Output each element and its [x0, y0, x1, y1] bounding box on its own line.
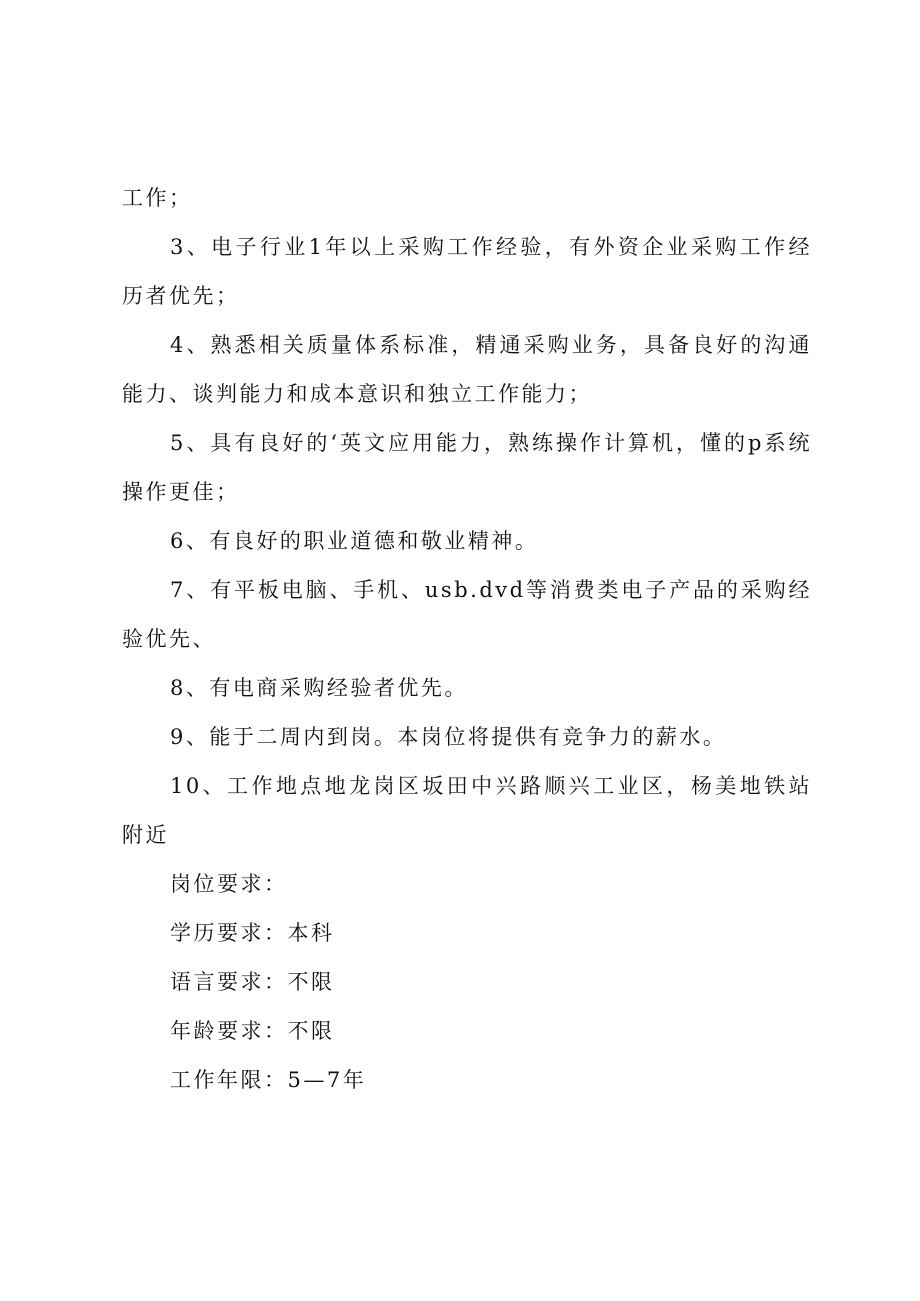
requirements-heading: 岗位要求： [170, 872, 288, 896]
requirement-age: 年龄要求：不限 [170, 1019, 335, 1043]
paragraph-item-7: 7、有平板电脑、手机、usb.dvd等消费类电子产品的采购经验优先、 [122, 578, 812, 651]
paragraph-continuation: 工作； [122, 186, 193, 210]
requirement-experience: 工作年限：5—7年 [170, 1068, 367, 1092]
paragraph-item-10: 10、工作地点地龙岗区坂田中兴路顺兴工业区，杨美地铁站附近 [122, 774, 812, 847]
paragraph-item-4: 4、熟悉相关质量体系标准，精通采购业务，具备良好的沟通能力、谈判能力和成本意识和独立工作能力； [122, 333, 812, 406]
paragraph-item-9: 9、能于二周内到岗。本岗位将提供有竞争力的薪水。 [170, 725, 727, 749]
document-body [122, 174, 812, 1105]
paragraph-item-5: 5、具有良好的‘英文应用能力，熟练操作计算机，懂的p系统操作更佳； [122, 431, 812, 504]
requirement-language: 语言要求：不限 [170, 970, 335, 994]
paragraph-item-6: 6、有良好的职业道德和敬业精神。 [170, 529, 539, 553]
paragraph-item-3: 3、电子行业1年以上采购工作经验，有外资企业采购工作经历者优先； [122, 235, 812, 308]
requirement-education: 学历要求：本科 [170, 921, 335, 945]
paragraph-item-8: 8、有电商采购经验者优先。 [170, 676, 468, 700]
